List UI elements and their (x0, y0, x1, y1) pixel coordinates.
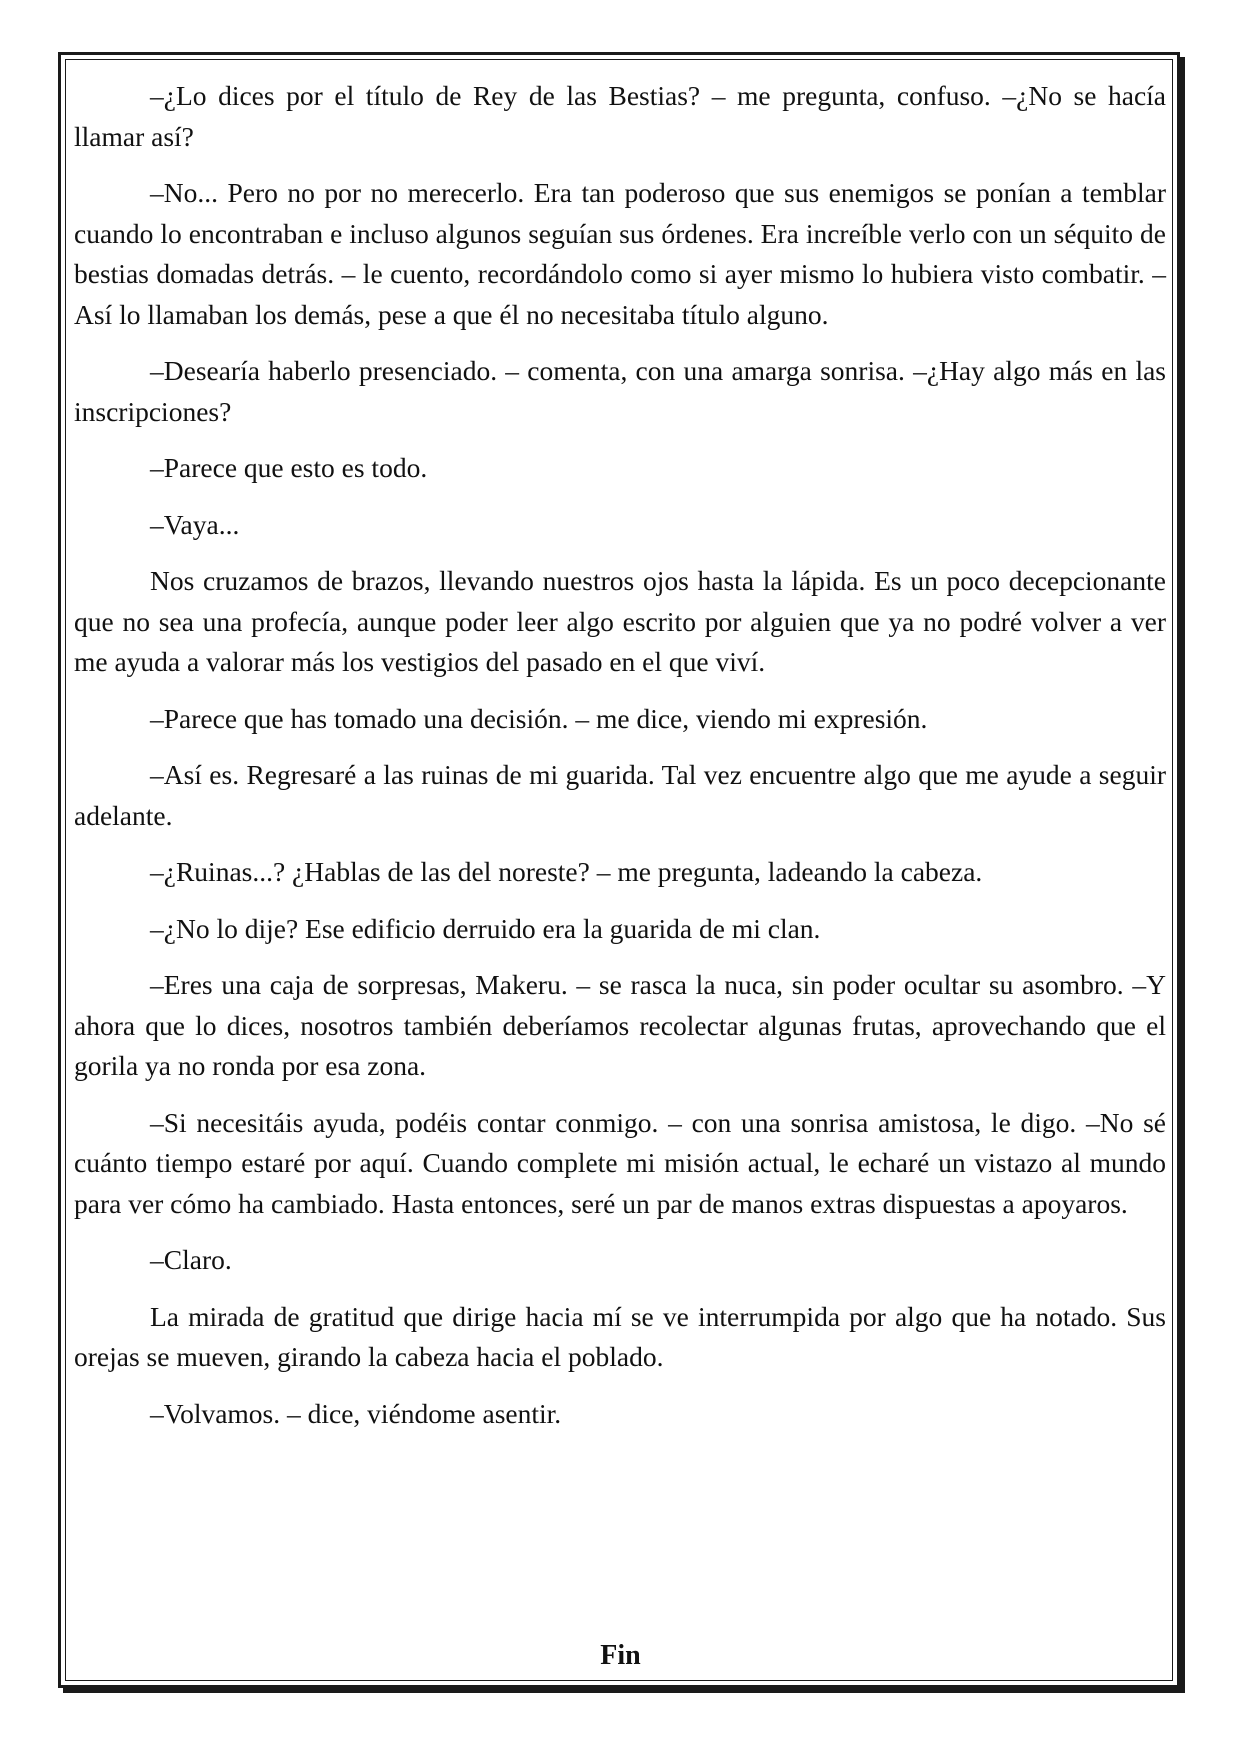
paragraph: La mirada de gratitud que dirige hacia mí se ve interrumpida por algo que ha notado. Sus orejas se mueven, girando la cabeza hacia el poblado. (74, 1300, 1166, 1372)
paragraph: –¿Lo dices por el título de Rey de las Bestias? – me pregunta, confuso. –¿No se hacía llamar así? (74, 80, 1166, 152)
paragraph: –Desearía haberlo presenciado. – comenta, con una amarga sonrisa. –¿Hay algo más en las inscripciones? (74, 355, 1166, 427)
paragraph: Nos cruzamos de brazos, llevando nuestros ojos hasta la lápida. Es un poco decepcionante que no sea una profecía, aunque poder leer algo escrito por alguien que ya no podré volver a ver me ayuda a valorar más los vestigios del pasado en el que viví. (74, 565, 1166, 677)
end-mark: Fin (600, 1640, 641, 1671)
paragraph: –No... Pero no por no merecerlo. Era tan poderoso que sus enemigos se ponían a temblar cuando lo encontraban e incluso algunos seguían sus órdenes. Era increíble verlo con un séquito de bestias domadas detrás. – le cuento, recordándolo como si ayer mismo lo hubiera visto combatir. –Así lo llamaban los demás, pese a que él no necesitaba título alguno. (74, 177, 1166, 330)
paragraph: –Así es. Regresaré a las ruinas de mi guarida. Tal vez encuentre algo que me ayude a seguir adelante. (74, 759, 1166, 831)
story-text (74, 76, 1166, 1450)
paragraph: –Volvamos. – dice, viéndome asentir. (150, 1397, 562, 1429)
paragraph: –Vaya... (150, 508, 240, 540)
paragraph: –Claro. (150, 1244, 232, 1275)
paragraph: –¿Ruinas...? ¿Hablas de las del noreste? – me pregunta, ladeando la cabeza. (150, 856, 983, 887)
paragraph: –Parece que esto es todo. (150, 452, 428, 483)
paragraph: –Eres una caja de sorpresas, Makeru. – se rasca la nuca, sin poder ocultar su asombro. –Y ahora que lo dices, nosotros también deberíamos recolectar algunas frutas, aprovechando que el gorila ya no ronda por esa zona. (74, 969, 1166, 1081)
paragraph: –Si necesitáis ayuda, podéis contar conmigo. – con una sonrisa amistosa, le digo. –No sé cuánto tiempo estaré por aquí. Cuando complete mi misión actual, le echaré un vistazo al mundo para ver cómo ha cambiado. Hasta entonces, seré un par de manos extras dispuestas a apoyaros. (74, 1106, 1166, 1219)
paragraph: –Parece que has tomado una decisión. – me dice, viendo mi expresión. (150, 702, 928, 734)
paragraph: –¿No lo dije? Ese edificio derruido era la guarida de mi clan. (150, 912, 821, 944)
